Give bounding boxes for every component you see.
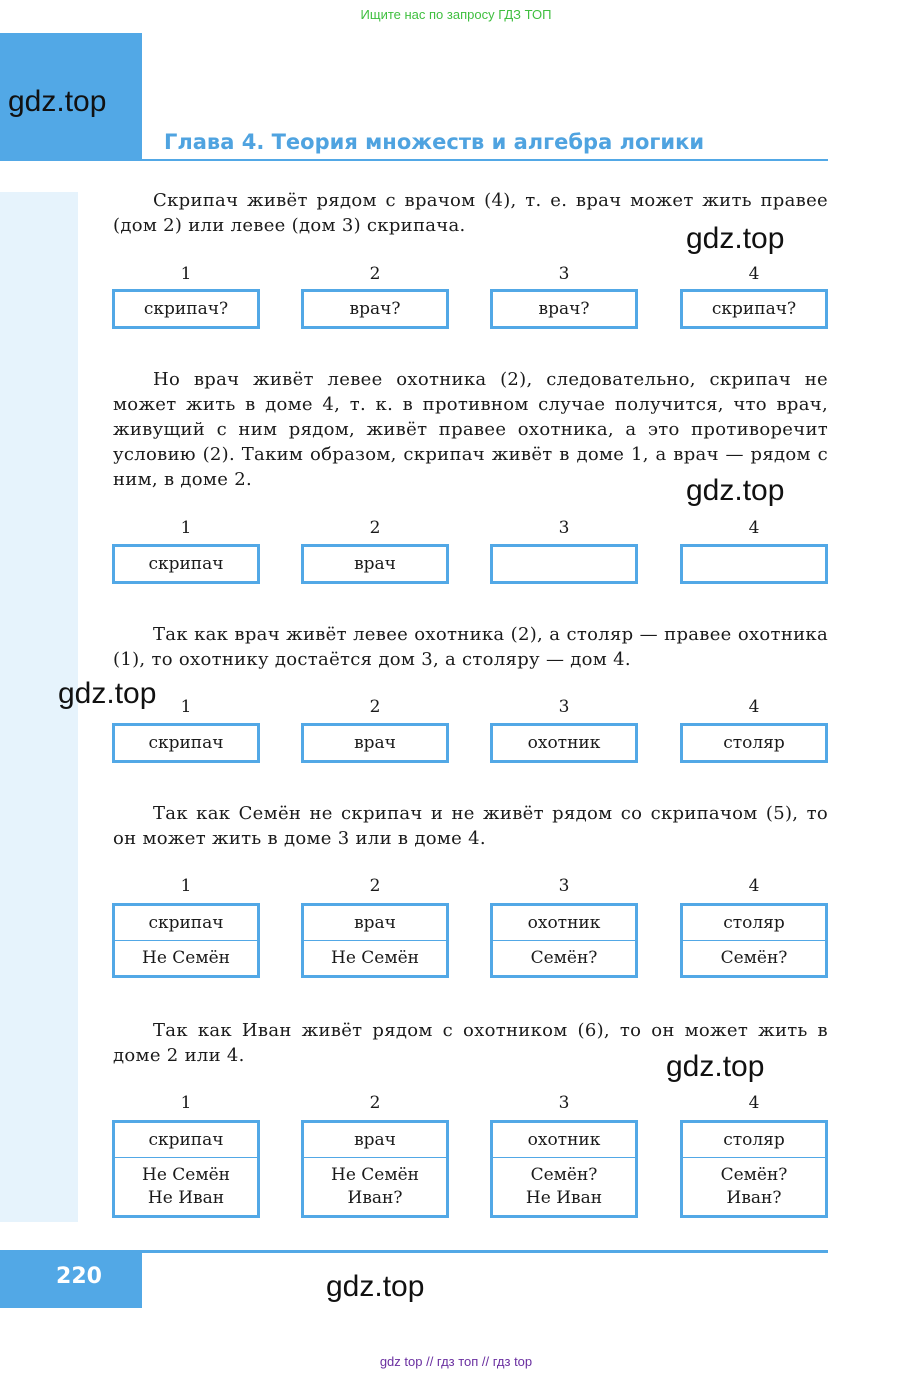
house-cell bbox=[683, 1157, 825, 1215]
house-number: 1 bbox=[180, 518, 192, 538]
house-cell: Семён? bbox=[493, 940, 635, 975]
house-number: 3 bbox=[558, 1093, 570, 1113]
house-box bbox=[112, 903, 260, 978]
house-box bbox=[301, 903, 449, 978]
house-cell-line: Не Иван bbox=[147, 1188, 225, 1208]
house-box bbox=[301, 544, 449, 584]
house-number: 4 bbox=[748, 876, 760, 896]
house-cell: охотник bbox=[527, 913, 601, 933]
house-cell: скрипач bbox=[148, 554, 224, 574]
page-number: 220 bbox=[56, 1264, 102, 1289]
house-box bbox=[112, 544, 260, 584]
house-number: 2 bbox=[369, 1093, 381, 1113]
bottom-links[interactable]: gdz top // гдз топ // гдз top bbox=[379, 1354, 533, 1369]
watermark: gdz.top bbox=[326, 1270, 425, 1303]
site-logo: gdz.top bbox=[8, 85, 107, 118]
house-box bbox=[680, 544, 828, 584]
house-number: 1 bbox=[180, 264, 192, 284]
watermark: gdz.top bbox=[58, 677, 157, 710]
house-number: 2 bbox=[369, 697, 381, 717]
house-cell: врач bbox=[354, 1130, 396, 1150]
house-number: 1 bbox=[180, 697, 192, 717]
paragraph-4: Так как Семён не скрипач и не живёт рядом со скрипачом (5), то он может жить в доме 3 или в доме 4. bbox=[113, 803, 828, 849]
house-cell: столяр bbox=[723, 913, 785, 933]
house-cell: охотник bbox=[527, 1130, 601, 1150]
house-number: 4 bbox=[748, 264, 760, 284]
house-number: 3 bbox=[558, 697, 570, 717]
house-cell: врач bbox=[354, 554, 396, 574]
house-cell: врач bbox=[354, 913, 396, 933]
house-cell: скрипач bbox=[148, 1130, 224, 1150]
watermark: gdz.top bbox=[686, 222, 785, 255]
house-cell: врач? bbox=[349, 299, 401, 319]
house-box bbox=[680, 723, 828, 763]
house-box bbox=[301, 1120, 449, 1218]
house-cell-line: Не Семён bbox=[331, 1165, 419, 1185]
house-cell-line: Семён? bbox=[720, 1165, 788, 1185]
house-number: 3 bbox=[558, 264, 570, 284]
paragraph-3: Так как врач живёт левее охотника (2), а столяр — правее охотника (1), то охотнику достаётся дом 3, а столяру — дом 4. bbox=[113, 624, 828, 670]
house-cell bbox=[683, 547, 825, 581]
house-cell bbox=[493, 547, 635, 581]
house-cell-line: Иван? bbox=[347, 1188, 403, 1208]
house-cell: скрипач bbox=[148, 733, 224, 753]
house-box bbox=[680, 289, 828, 329]
house-number: 2 bbox=[369, 876, 381, 896]
house-box bbox=[301, 723, 449, 763]
house-box bbox=[490, 544, 638, 584]
house-cell: столяр bbox=[723, 1130, 785, 1150]
watermark: gdz.top bbox=[666, 1050, 765, 1083]
house-cell-line: Не Иван bbox=[525, 1188, 603, 1208]
house-box bbox=[112, 1120, 260, 1218]
house-box bbox=[490, 289, 638, 329]
paragraph-1: Скрипач живёт рядом с врачом (4), т. е. врач может жить правее (дом 2) или левее (дом 3) скрипача. bbox=[113, 190, 828, 236]
house-cell: охотник bbox=[527, 733, 601, 753]
house-box bbox=[680, 1120, 828, 1218]
house-box bbox=[112, 723, 260, 763]
house-number: 1 bbox=[180, 1093, 192, 1113]
house-number: 2 bbox=[369, 264, 381, 284]
house-cell-line: Семён? bbox=[530, 1165, 598, 1185]
paragraph-5: Так как Иван живёт рядом с охотником (6), то он может жить в доме 2 или 4. bbox=[113, 1020, 828, 1066]
house-cell: скрипач bbox=[148, 913, 224, 933]
house-box bbox=[112, 289, 260, 329]
house-number: 2 bbox=[369, 518, 381, 538]
house-cell: Не Семён bbox=[115, 940, 257, 975]
paragraph-2: Но врач живёт левее охотника (2), следовательно, скрипач не может жить в доме 4, т. к. в противном случае получится, что врач, живущий с ним рядом, живёт правее охотника, а это противоречит условию (2). Таким образом, скрипач живёт в доме 1, а врач — рядом с ним, в доме 2. bbox=[113, 369, 828, 490]
house-cell bbox=[304, 1157, 446, 1215]
chapter-title: Глава 4. Теория множеств и алгебра логики bbox=[164, 130, 705, 154]
house-cell: скрипач? bbox=[143, 299, 229, 319]
house-cell-line: Не Семён bbox=[142, 1165, 230, 1185]
house-number: 1 bbox=[180, 876, 192, 896]
house-number: 4 bbox=[748, 518, 760, 538]
watermark: gdz.top bbox=[686, 474, 785, 507]
house-cell: Не Семён bbox=[304, 940, 446, 975]
house-cell bbox=[493, 1157, 635, 1215]
top-banner: Ищите нас по запросу ГДЗ ТОП bbox=[360, 7, 552, 22]
house-cell-line: Иван? bbox=[726, 1188, 782, 1208]
house-box bbox=[680, 903, 828, 978]
house-number: 3 bbox=[558, 518, 570, 538]
house-cell: врач? bbox=[538, 299, 590, 319]
house-box bbox=[490, 1120, 638, 1218]
house-box bbox=[490, 723, 638, 763]
house-number: 3 bbox=[558, 876, 570, 896]
house-cell: врач bbox=[354, 733, 396, 753]
house-box bbox=[490, 903, 638, 978]
house-box bbox=[301, 289, 449, 329]
house-number: 4 bbox=[748, 1093, 760, 1113]
house-number: 4 bbox=[748, 697, 760, 717]
house-cell: скрипач? bbox=[711, 299, 797, 319]
house-cell: Семён? bbox=[683, 940, 825, 975]
chapter-underline bbox=[142, 159, 828, 161]
house-cell bbox=[115, 1157, 257, 1215]
house-cell: столяр bbox=[723, 733, 785, 753]
